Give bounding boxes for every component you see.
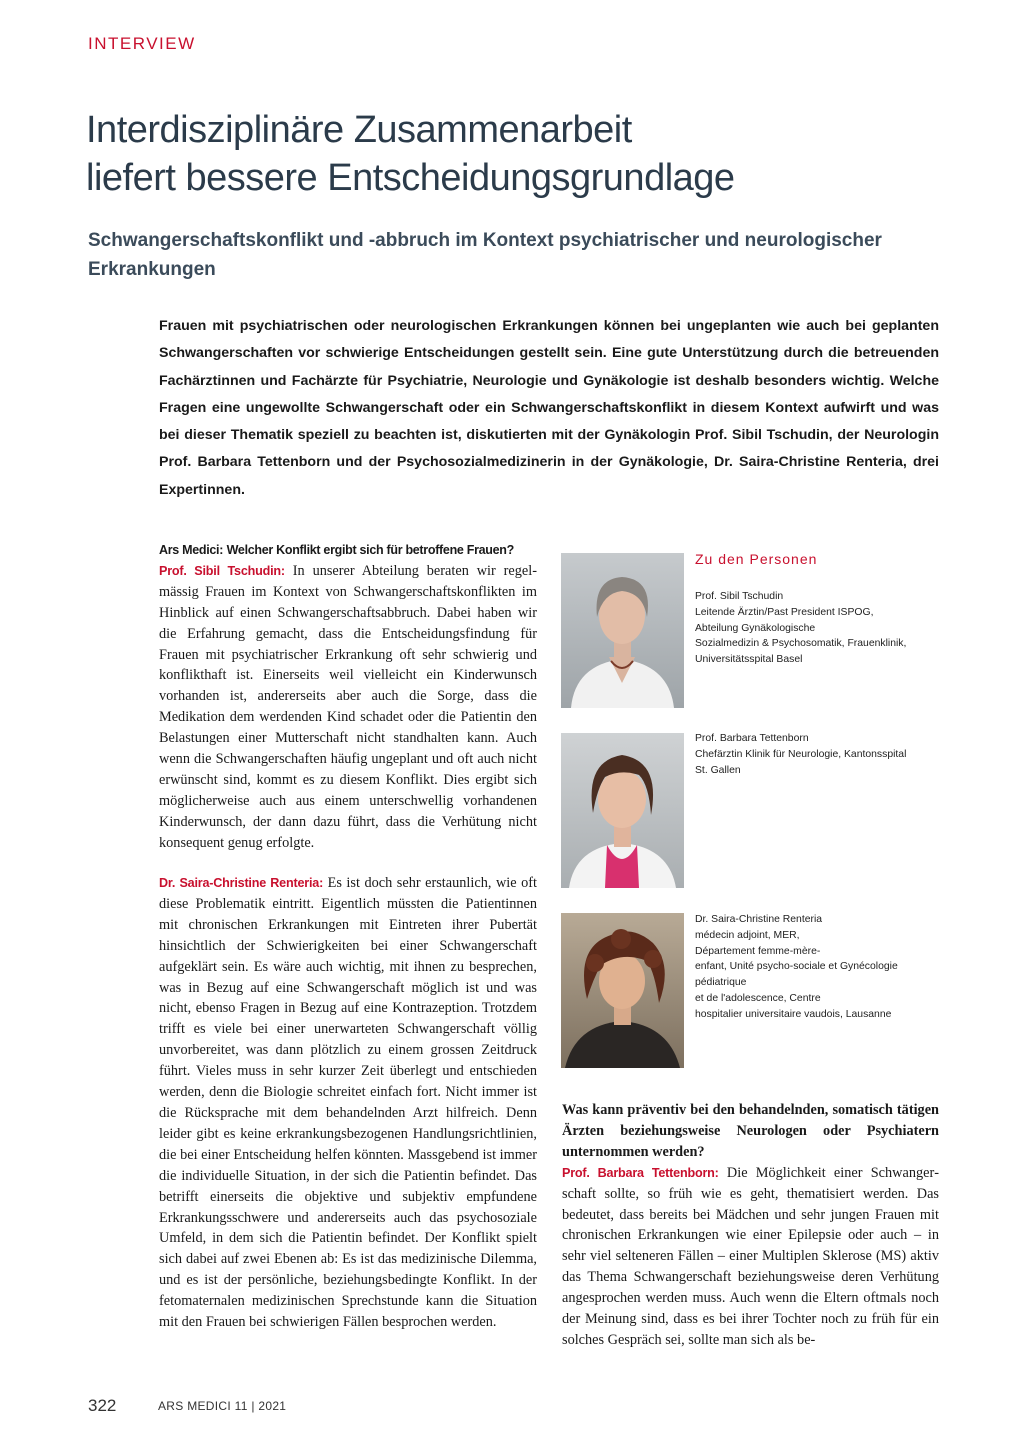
- lead-paragraph: Frauen mit psychiatrischen oder neurologischen Erkrankungen können bei ungeplanten wie auch bei geplanten Schwangerschaften vor schwierige Entscheidungen gestellt sein. Eine gute Unterstützung durch die betreuenden Fachärztinnen und Fachärzte für Psychiatrie, Neurologie und Gynäkologie ist deshalb besonders wichtig. Welche Fragen eine ungewollte Schwangerschaft oder ein Schwangerschaftskonflikt in diesem Kontext aufwirft und was bei dieser Thematik speziell zu beachten ist, diskutierten mit der Gynäkologin Prof. Sibil Tschudin, der Neurologin Prof. Barbara Tettenborn und der Psychosozialmedizinerin in der Gynäkologie, Dr. Saira-Christine Renteria, drei Expertinnen.: [159, 318, 939, 498]
- section-label: INTERVIEW: [88, 34, 196, 53]
- answer-1: In unserer Abteilung beraten wir regelmässig Frauen im Kontext von Schwangerschaftskonflikten im Hinblick auf einen Schwangerschaftsabbruch. Dabei haben wir die Erfahrung gemacht, dass die Entscheidungsfindung für Frauen mit psychiatrischer Erkrankung oft sehr schwierig und konflikthaft ist. Einerseits weil vielleicht ein Kinderwunsch vorhanden ist, andererseits aber auch die Sorge, dass die Medikation dem werdenden Kind schadet oder die Patientin den Belastungen einer Mutterschaft nicht standhalten kann. Auch wenn die Schwangerschaften häufig ungeplant und oft auch nicht erwünscht sind, kommt es zu diesem Konflikt. Dies ergibt sich möglicherweise auch aus einem unterschwellig vorhandenen Kinderwunsch, der dann dazu führt, dass die Verhütung nicht konsequent genug erfolgte.: [159, 562, 537, 851]
- headline-line-2: liefert bessere Entscheidungsgrundlage: [86, 157, 735, 199]
- bio-renteria: [695, 912, 945, 1023]
- bio-line: pédiatrique: [695, 977, 747, 989]
- persons-box-title: Zu den Personen: [695, 551, 818, 567]
- bio-line: Abteilung Gynäkologische: [695, 622, 816, 634]
- headline: [86, 106, 946, 202]
- bio-tettenborn: [695, 731, 945, 778]
- bio-line: Universitätsspital Basel: [695, 654, 803, 666]
- bio-line: Département femme-mère-: [695, 945, 821, 957]
- interview-block-2: [159, 873, 537, 1333]
- interview-block-1: [159, 540, 537, 854]
- portrait-illustration: [561, 913, 684, 1068]
- portrait-photo-renteria: [561, 913, 684, 1068]
- bio-line: Chefärztin Klinik für Neurologie, Kantonsspital: [695, 748, 907, 760]
- bio-line: Leitende Ärztin/Past President ISPOG,: [695, 606, 874, 618]
- question-asker: Ars Medici:: [159, 543, 224, 557]
- speaker-tschudin: Prof. Sibil Tschudin:: [159, 563, 285, 578]
- portrait-illustration: [561, 553, 684, 708]
- portrait-illustration: [561, 733, 684, 888]
- bio-line: Dr. Saira-Christine Renteria: [695, 914, 823, 925]
- bio-line: enfant, Unité psycho-sociale et Gynécologie: [695, 961, 898, 973]
- subtitle: Schwangerschaftskonflikt und -abbruch im Kontext psychiatrischer und neurologischer Erkrankungen: [88, 230, 882, 280]
- bio-line: Prof. Sibil Tschudin: [695, 591, 784, 602]
- question-1: Welcher Konflikt ergibt sich für betroffene Frauen?: [226, 543, 514, 557]
- bio-line: et de l'adolescence, Centre: [695, 992, 821, 1004]
- portrait-photo-tschudin: [561, 553, 684, 708]
- journal-issue: ARS MEDICI 11 | 2021: [158, 1399, 287, 1413]
- bio-line: Sozialmedizin & Psychosomatik, Frauenklinik,: [695, 638, 907, 650]
- bio-line: St. Gallen: [695, 764, 741, 776]
- interview-block-3: [562, 1100, 939, 1351]
- answer-3: Die Möglichkeit einer Schwangerschaft sollte, so früh wie es geht, thematisiert werden. Das bedeutet, dass bereits bei Mädchen und sehr jungen Frauen mit chronischen Erkrankungen wie einer Epilepsie oder auch – in sehr viel selteneren Fällen – einer Multiplen Sklerose (MS) aktiv das Thema Schwangerschaft beziehungsweise deren Verhütung angesprochen werden muss. Auch wenn die Eltern oftmals noch der Meinung sind, dass es bei ihrer Tochter noch zu früh für ein solches Gespräch sei, sollte man sich als be-: [562, 1164, 939, 1348]
- page-number: 322: [88, 1396, 117, 1415]
- bio-line: médecin adjoint, MER,: [695, 929, 800, 941]
- bio-line: Prof. Barbara Tettenborn: [695, 733, 809, 744]
- bio-line: hospitalier universitaire vaudois, Lausanne: [695, 1008, 892, 1020]
- portrait-photo-tettenborn: [561, 733, 684, 888]
- question-3: Was kann präventiv bei den behandelnden, somatisch tätigen Ärzten beziehungsweise Neurologen oder Psychiatern unternommen werden?: [562, 1102, 939, 1160]
- bio-tschudin: [695, 589, 945, 668]
- speaker-tettenborn: Prof. Barbara Tettenborn:: [562, 1165, 719, 1180]
- speaker-renteria: Dr. Saira-Christine Renteria:: [159, 876, 324, 890]
- headline-line-1: Interdisziplinäre Zusammenarbeit: [86, 109, 632, 151]
- answer-2: Es ist doch sehr erstaunlich, wie oft diese Problematik eintritt. Eigentlich müssten die Patientinnen mit chronischen Erkrankungen mit Eintreten ihrer Pubertät hinsichtlich der Schwierigkeiten bei einer Schwangerschaft aufgeklärt sein. Es wäre auch wichtig, mit ihnen zu besprechen, was in Bezug auf eine Schwangerschaft möglich ist und was nicht, ebenso Fragen in Bezug auf eine Kontrazeption. Trotzdem trifft es viele bei einer unerwarteten Schwangerschaft völlig unvorbereitet, was dann plötzlich zu einem grossen Zeitdruck führt. Vieles muss in sehr kurzer Zeit überlegt und entschieden werden, denn die Biologie schreitet einfach fort. Nicht immer ist die Rücksprache mit dem behandelnden Arzt hilfreich. Denn leider gibt es keine erkrankungsbezogenen Handlungsrichtlinien, die bei einer Entscheidung helfen könnten. Massgebend ist immer die individuelle Situation, in der sich die Patientin befindet. Das betrifft einerseits die objektive und subjektiv empfundene Erkrankungsschwere und andererseits auch das psychosoziale Umfeld, in dem sich die Patientin befindet. Der Konflikt spielt sich dabei auf zwei Ebenen ab: Es ist das medizinische Dilemma, und es ist der persönliche, beziehungsbedingte Konflikt. In der fetomaternalen medizinischen Sprechstunde kann die Situation mit den Frauen bei schwierigen Fällen besprochen werden.: [159, 875, 537, 1331]
